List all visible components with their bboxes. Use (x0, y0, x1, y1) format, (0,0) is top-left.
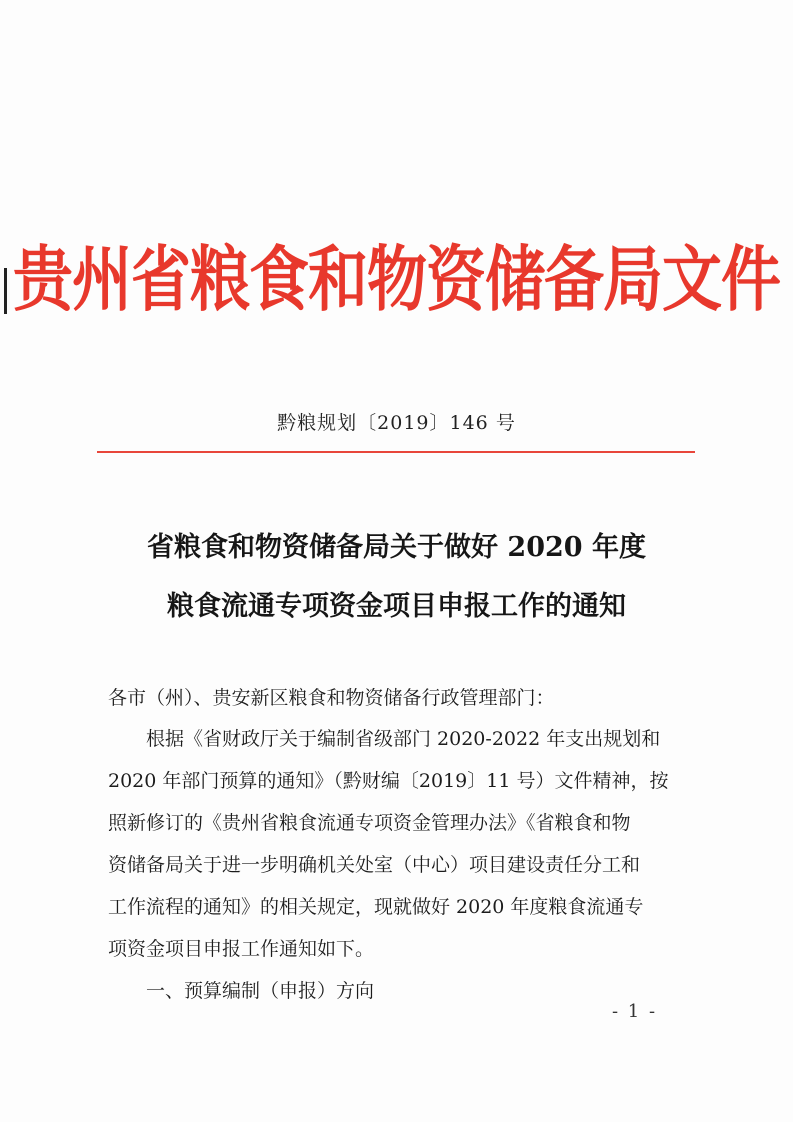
paragraph-line: 照新修订的《贵州省粮食流通专项资金管理办法》《省粮食和物 (108, 812, 631, 834)
paragraph-line: 根据《省财政厅关于编制省级部门 2020-2022 年支出规划和 (108, 728, 661, 750)
addressee: 各市（州）、贵安新区粮食和物资储备行政管理部门： (108, 687, 555, 709)
paragraph-line: 2020 年部门预算的通知》（黔财编〔2019〕11 号）文件精神，按 (108, 770, 669, 792)
issuer-red-header: 贵州省粮食和物资储备局文件 (13, 238, 780, 322)
paragraph-line: 工作流程的通知》的相关规定，现就做好 2020 年度粮食流通专 (108, 896, 644, 918)
section-heading: 一、预算编制（申报）方向 (146, 980, 375, 1002)
paragraph-line: 项资金项目申报工作通知如下。 (108, 938, 375, 960)
paragraph-line: 资储备局关于进一步明确机关处室（中心）项目建设责任分工和 (108, 854, 641, 876)
page-number: - 1 - (612, 1001, 658, 1022)
document-number: 黔粮规划〔2019〕146 号 (277, 412, 516, 434)
document-title-line-1: 省粮食和物资储备局关于做好 2020 年度 (147, 532, 646, 563)
red-divider-line (97, 451, 695, 453)
document-title-line-2: 粮食流通专项资金项目申报工作的通知 (167, 591, 626, 622)
